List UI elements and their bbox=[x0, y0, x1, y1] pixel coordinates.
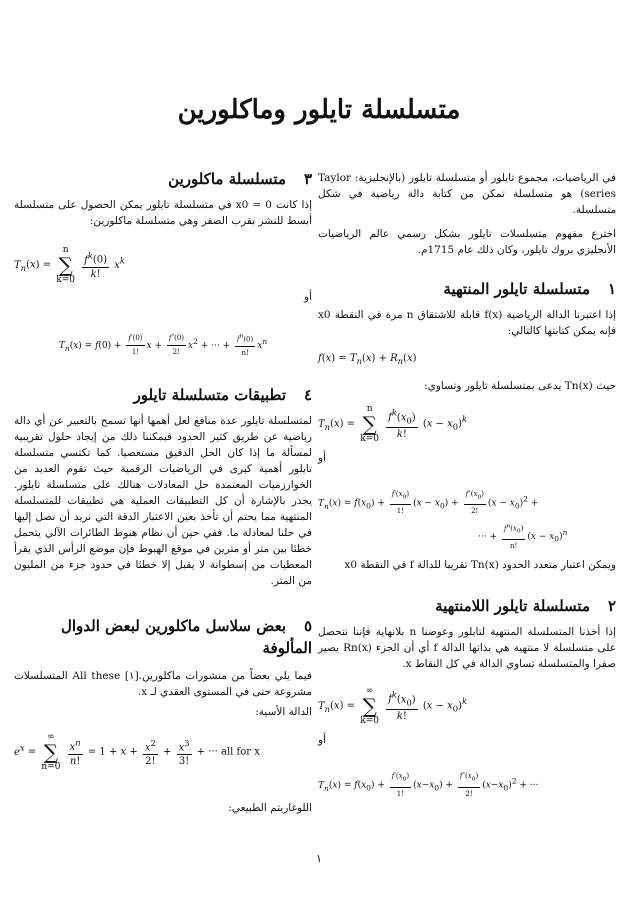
section-4-paragraph-1: لمتسلسلة تايلور عدة منافع لعل أهمها أنها تسمح بالتعبير عن أي دالة رياضية عن طريق كثير الحدود فيمكننا ذلك من إيجاد حلول تقريبية لمسألة ما إذا كان الحل الدقيق مستعصيا. كما تكتسي متسلسلة تايلور أهمية كبرى في الرياضيات الرقمية حيث تقوم العديد من الخوارزميات المعتمدة حل المعادلات هنالك على متسلسلة تايلور. يجدر بالإشارة أن كل التطبيقات العملية هي تطبيقات للمتسلسلة المنتهية مما يحتم أن تأخذ بعين الاعتبار الدقة التي نريد أن نصل إليها في حلنا لمعادلة ما. ففي حين أن نظام هبوط الطائرات الآلي يتحمل خطئا بين متر أو مترين في موقع الهبوط فإن موضع الرأس الذي يقرأ المعطيات من إسطوانة لا يقبل إلا خطئا في حدود جزء من المليون من المتر. bbox=[14, 415, 312, 588]
section-2-or-1: أو bbox=[318, 734, 326, 747]
section-1-paragraph-3: ويمكن اعتبار متعدد الحدود Tn(x) تقريبا للدالة f في النقطة x0 bbox=[344, 559, 616, 572]
section-1-title: متسلسلة تايلور المنتهية bbox=[443, 280, 590, 298]
natural-log-label: اللوغاريتم الطبيعي: bbox=[228, 802, 312, 815]
equation-taylor-sum: $T_n(x) = n$ ∑ k=0 $\frac{f^k(x_0)}{k!}$ $(x - x_0)^k$ bbox=[318, 404, 468, 444]
intro-paragraph-2: اخترع مفهوم متسلسلات تايلور بشكل رسمي عالم الرياضيات الأنجليزي بروك تايلور، وكان ذلك عام 1715م. bbox=[318, 228, 616, 256]
section-5-heading bbox=[14, 615, 312, 659]
equation-taylor-expanded: $T_n(x) = f(x_0)$ + $\frac{f'(x_0)}{1!}$ $(x - x_0)$ + $\frac{f''(x_0)}{2!}$ $(x - x_0)^2$ + bbox=[318, 490, 539, 516]
section-1-number: ١ bbox=[607, 280, 616, 298]
section-2-number: ٢ bbox=[607, 597, 616, 616]
section-5-number: ٥ bbox=[303, 617, 312, 636]
section-5-title: بعض سلاسل ماكلورين لبعض الدوال المألوفة bbox=[60, 617, 312, 658]
equation-exponential-series: $e^x$ = ∞ ∑ n=0 $\frac{x^n}{n!}$ = 1 + x + $\frac{x^2}{2!}$ + $\frac{x^3}{3!}$ + ··· all for x bbox=[14, 732, 260, 773]
section-1-heading bbox=[318, 280, 616, 298]
exponential-function-label: الدالة الأسية: bbox=[255, 706, 312, 719]
section-3-heading bbox=[14, 170, 312, 188]
section-2-paragraph-1: إذا أخذنا المتسلسلة المنتهية لتايلور وعوضنا n بلانهاية فإننا نتحصل على متسلسلة لا منتهية هي بذاتها الدالة f أي أن الجزء Rn(x) يصير صفرا والمتسلسلة تساوي الدالة في كل النقاط x. bbox=[318, 626, 616, 671]
section-1-paragraph-1: إذا اعتبرنا الدالة الرياضية f(x) قابلة للاشتقاق n مرة في النقطة x0 فإنه يمكن كتابتها كالتالي: bbox=[318, 309, 616, 337]
left-column bbox=[14, 170, 312, 824]
equation-maclaurin-sum: $T_n(x) = n$ ∑ k=0 $\frac{f^k(0)}{k!}$ $x^k$ bbox=[14, 245, 125, 285]
section-1-paragraph-2: حيث Tn(x) يدعى بمتسلسلة تايلور وتساوي: bbox=[424, 380, 616, 392]
equation-taylor-infinite-sum: $T_n(x)$ = ∞ ∑ k=0 $\frac{f^k(x_0)}{k!}$ $(x - x_0)^k$ bbox=[318, 686, 468, 727]
section-2-heading bbox=[318, 597, 616, 615]
equation-taylor-infinite-expanded: $T_n(x) = f(x_0)$ + $\frac{f'(x_0)}{1!}$ $(x-x_0)$ + $\frac{f''(x_0)}{2!}$ $(x-x_0)^2$ + ··· bbox=[318, 772, 539, 798]
section-3-title: متسلسلة ماكلورين bbox=[168, 170, 286, 188]
section-2-title: متسلسلة تايلور اللامنتهية bbox=[435, 597, 590, 616]
page-title: متسلسلة تايلور وماكلورين bbox=[177, 95, 461, 125]
equation-maclaurin-expanded: $T_n(x) = f(0)$ + $\frac{f'(0)}{1!}$ x + $\frac{f''(0)}{2!}$ $x^2$ + ··· + $\frac{f^n(0)}{n!}$ $x^n$ bbox=[14, 331, 312, 360]
section-3-paragraph-1: إذا كانت x0 = 0 في متسلسلة تايلور يمكن الحصول على متسلسلة أبسط للنشر بقرب الصفر وهي متسلسلة ماكلورين: bbox=[14, 199, 312, 227]
page-number: ١ bbox=[316, 852, 322, 865]
equation-taylor-expanded-continued: ··· + $\frac{f^n(x_0)}{n!}$ $(x - x_0)^n$ bbox=[318, 520, 616, 553]
exponential-series-domain: all for x bbox=[221, 746, 260, 758]
section-4-title: تطبيقات متسلسلة تايلور bbox=[133, 386, 286, 405]
section-4-number: ٤ bbox=[303, 386, 312, 405]
section-4-heading bbox=[14, 386, 312, 404]
section-3-or-1: أو bbox=[304, 291, 312, 303]
equation-f-decomposition: $f(x) = T_n(x) + R_n(x)$ bbox=[318, 353, 417, 366]
intro-paragraph-1: في الرياضيات، مجموع تايلور أو متسلسلة تايلور (بالإنجليزية: Taylor series) هو متسلسلة تمكن من كتابة دالة رياضية في شكل متسلسلة. bbox=[318, 172, 616, 216]
section-5-paragraph-1: فيما يلي بعضاً من منشورات ماكلورين.[١] All these المتسلسلات مشروعة حتى في المستوى العقدي لـ x. bbox=[14, 670, 312, 699]
section-1-or-1: أو bbox=[318, 452, 326, 464]
right-column bbox=[318, 170, 616, 801]
section-3-number: ٣ bbox=[303, 170, 312, 188]
